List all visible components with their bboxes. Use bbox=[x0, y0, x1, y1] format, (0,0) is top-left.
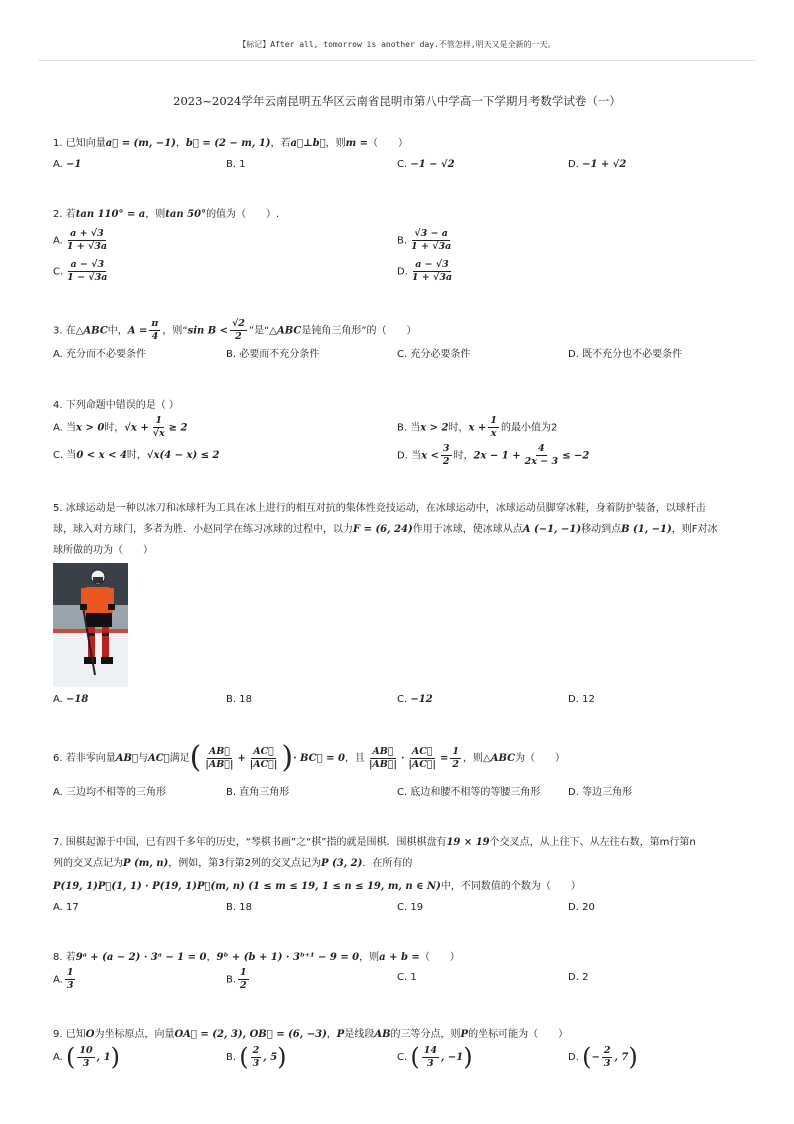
question-7-line-2: 列的交叉点记为P (m, n)，例如，第3行第2列的交叉点记为P (3, 2)．在所有的 bbox=[53, 858, 413, 869]
question-1-stem bbox=[53, 136, 408, 151]
question-5-line-2: 球，球入对方球门，多者为胜．小赵同学在练习冰球的过程中，以力F = (6, 24)作用于冰球，使冰球从点A (−1, −1)移动到点B (1, −1)，则F对冰 bbox=[53, 524, 718, 535]
q1-expr-a: a⃗ = (m, −1) bbox=[105, 138, 176, 149]
q9-option-c: C. ( $\frac{14}{3}$ , −1) bbox=[397, 1043, 473, 1071]
question-5-line-3: 球所做的功为（ ） bbox=[53, 545, 153, 556]
q1-text: （ ） bbox=[368, 138, 409, 149]
q9-option-d: D. (− $\frac{2}{3}$ , 7) bbox=[568, 1043, 638, 1071]
q6-option-d: D. 等边三角形 bbox=[568, 787, 633, 798]
q1-text: 1. 已知向量 bbox=[53, 138, 106, 149]
q2-option-c: C. $\frac{a - √3}{1 - √3a}$ bbox=[53, 259, 108, 283]
hockey-player-photo bbox=[53, 563, 128, 687]
q1-sep: ， bbox=[175, 138, 186, 149]
q4-option-a: A. 当x > 0时，√x + $\frac{1}{√x}$ ≥ 2 bbox=[53, 415, 188, 439]
question-9-stem: 9. 已知O为坐标原点，向量OA⃗ = (2, 3), OB⃗ = (6, −3)，P是线段AB的三等分点，则P的坐标可能为（ ） bbox=[53, 1029, 569, 1040]
q1-option-b: B. 1 bbox=[226, 159, 246, 170]
question-7-line-1: 7. 围棋起源于中国，已有四千多年的历史，“琴棋书画”之“棋”指的就是围棋．围棋棋盘有19 × 19个交叉点，从上往下、从左往右数，第m行第n bbox=[53, 837, 696, 848]
question-3-stem: 3. 在△ABC中，A = $\frac{\pi}{4}$ ，则“sin B < $\frac{√2}{2}$ ”是“△ABC是钝角三角形”的（ ） bbox=[53, 318, 417, 342]
q8-option-a: A. $\frac{1}{3}$ bbox=[53, 967, 74, 991]
q2-option-d: D. $\frac{a - √3}{1 + √3a}$ bbox=[397, 259, 453, 283]
q3-option-c: C. 充分必要条件 bbox=[397, 349, 471, 360]
q8-option-d: D. 2 bbox=[568, 972, 589, 983]
q9-option-b: B. ( $\frac{2}{3}$ , 5) bbox=[226, 1043, 287, 1071]
q4-option-c: C. 当0 < x < 4时，√x(4 − x) ≤ 2 bbox=[53, 450, 220, 461]
q3-option-a: A. 充分而不必要条件 bbox=[53, 349, 147, 360]
q1-option-c: C. −1 − √2 bbox=[397, 159, 455, 170]
q1-option-a: A. −1 bbox=[53, 159, 82, 170]
header-divider bbox=[38, 60, 756, 61]
question-6-stem: 6. 若非零向量AB⃗与AC⃗满足( $\frac{AB⃗}{|AB⃗|}$ + $\frac{AC⃗}{|AC⃗|}$ )· BC⃗ = 0，且 $\frac{AB⃗}{|AB⃗|}$ · $\frac{AC⃗}{|AC⃗|}$ = $\frac{1}{2}$ ，则△ABC为（ ） bbox=[53, 740, 566, 775]
q1-option-d: D. −1 + √2 bbox=[568, 159, 627, 170]
q3-option-d: D. 既不充分也不必要条件 bbox=[568, 349, 683, 360]
q4-option-b: B. 当x > 2时，x + $\frac{1}{x}$ 的最小值为2 bbox=[397, 415, 558, 439]
q7-option-b: B. 18 bbox=[226, 902, 252, 913]
q9-option-a: A. ( $\frac{10}{3}$ , 1) bbox=[53, 1043, 120, 1071]
q5-option-c: C. −12 bbox=[397, 694, 433, 705]
q5-option-a: A. −18 bbox=[53, 694, 89, 705]
page-banner: 【标记】After all, tomorrow is another day.不管怎样,明天又是全新的一天。 bbox=[238, 40, 556, 49]
q6-option-a: A. 三边均不相等的三角形 bbox=[53, 787, 167, 798]
q5-option-b: B. 18 bbox=[226, 694, 252, 705]
q5-option-d: D. 12 bbox=[568, 694, 595, 705]
q7-option-d: D. 20 bbox=[568, 902, 595, 913]
q2-option-b: B. $\frac{√3 - a}{1 + √3a}$ bbox=[397, 228, 452, 252]
q8-option-c: C. 1 bbox=[397, 972, 417, 983]
q6-option-b: B. 直角三角形 bbox=[226, 787, 290, 798]
exam-title: 2023~2024学年云南昆明五华区云南省昆明市第八中学高一下学期月考数学试卷（一） bbox=[173, 94, 621, 108]
q7-option-c: C. 19 bbox=[397, 902, 424, 913]
question-8-stem: 8. 若9ᵃ + (a − 2) · 3ᵃ − 1 = 0，9ᵇ + (b + 1) · 3ᵇ⁺¹ − 9 = 0，则a + b =（ ） bbox=[53, 952, 460, 963]
q1-expr-perp: a⃗⊥b⃗ bbox=[290, 138, 326, 149]
question-4-stem: 4. 下列命题中错误的是（ ） bbox=[53, 400, 179, 411]
q6-option-c: C. 底边和腰不相等的等腰三角形 bbox=[397, 787, 541, 798]
q8-option-b: B. $\frac{1}{2}$ bbox=[226, 967, 247, 991]
q7-option-a: A. 17 bbox=[53, 902, 79, 913]
q1-text: ，则 bbox=[325, 138, 346, 149]
q3-option-b: B. 必要而不充分条件 bbox=[226, 349, 320, 360]
question-7-line-3: P(19, 1)P⃗(1, 1) · P(19, 1)P⃗(m, n) (1 ≤ m ≤ 19, 1 ≤ n ≤ 19, m, n ∈ N)中，不同数值的个数为（ ） bbox=[53, 881, 581, 892]
question-2-stem: 2. 若tan 110° = a，则tan 50°的值为（ ）. bbox=[53, 209, 280, 220]
q1-text: ，若 bbox=[270, 138, 291, 149]
q1-expr-b: b⃗ = (2 − m, 1) bbox=[185, 138, 271, 149]
question-5-line-1: 5. 冰球运动是一种以冰刀和冰球杆为工具在冰上进行的相互对抗的集体性竞技运动，在冰球运动中，冰球运动员脚穿冰鞋，身着防护装备，以球杆击 bbox=[53, 503, 706, 514]
q1-expr-m: m = bbox=[345, 138, 369, 149]
q4-option-d: D. 当x < $\frac{3}{2}$ 时，2x − 1 + $\frac{4}{2x - 3}$ ≤ −2 bbox=[397, 443, 590, 467]
q2-option-a: A. $\frac{a + √3}{1 + √3a}$ bbox=[53, 228, 108, 252]
